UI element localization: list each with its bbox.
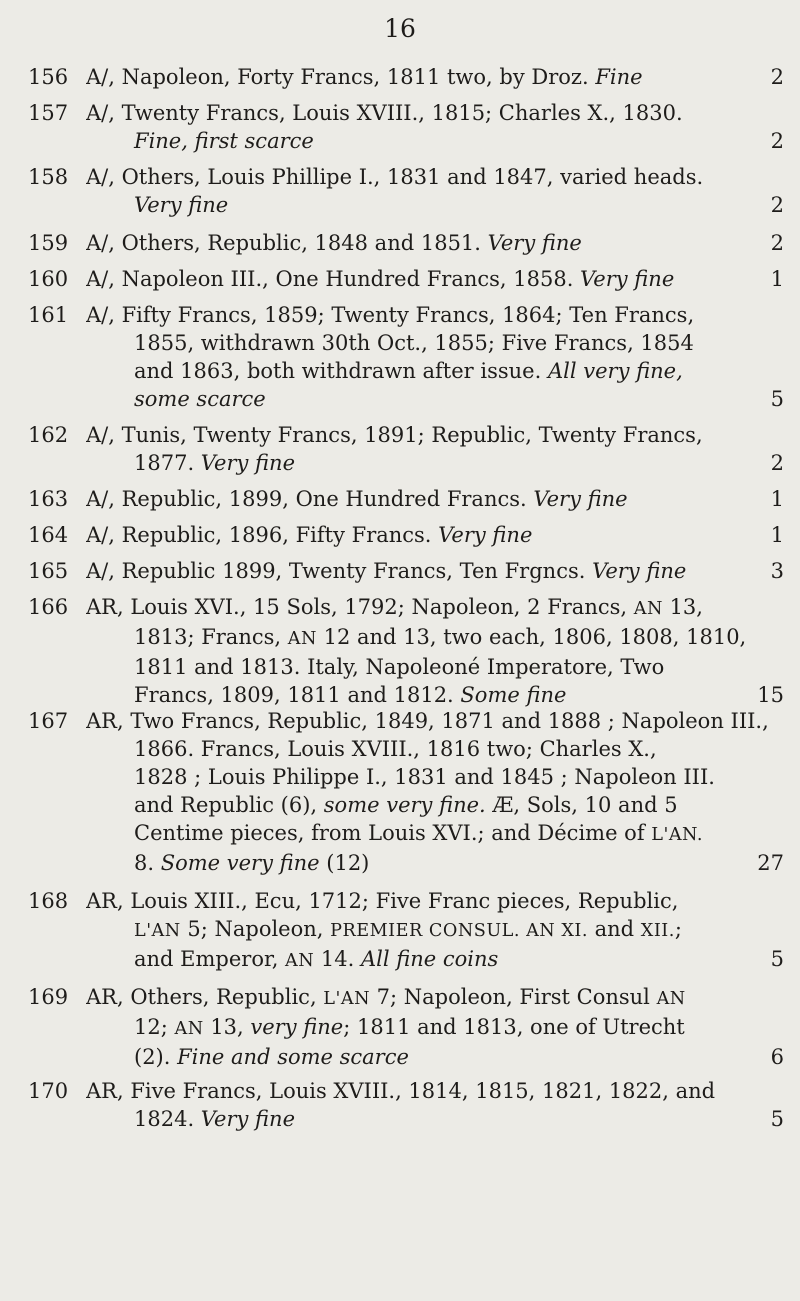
text-segment: and 1863, both withdrawn after issue. [134,359,548,383]
text-segment: Francs, 1809, 1811 and 1812. [134,683,461,707]
text-segment: Centime pieces, from Louis XVI.; and Décime of [134,821,652,845]
lot-description [86,887,786,975]
text-segment: ; 1811 and 1813, one of Utrecht [343,1015,685,1039]
text-segment: A/, Fifty Francs, 1859; Twenty Francs, 1864; Ten Francs, [86,303,695,327]
page-number: 16 [384,14,416,43]
lot-description [86,983,786,1071]
condition-note: Very fine [438,523,533,547]
lot-number: 156 [28,65,69,89]
lot-number: 159 [28,231,69,255]
description-line [86,623,786,653]
text-segment: 12 and 13, two each, 1806, 1808, 1810, [316,625,747,649]
lot-quantity: 2 [770,231,784,255]
description-line [86,265,786,293]
lot-description [86,707,786,877]
lot-quantity: 2 [770,65,784,89]
text-segment: A/, Republic, 1899, One Hundred Francs. [86,487,534,511]
description-line [86,681,786,709]
lot-description [86,265,786,293]
text-segment: L'AN. [651,825,703,845]
description-line [86,653,786,681]
text-segment: AR, Louis XIII., Ecu, 1712; Five Franc pieces, Republic, [86,889,679,913]
text-segment: AR, Others, Republic, [86,985,324,1009]
lot-quantity: 1 [770,523,784,547]
condition-note: All fine coins [360,947,499,971]
text-segment: A/, Others, Republic, 1848 and 1851. [86,231,488,255]
lot-number: 157 [28,101,69,125]
lot-quantity: 15 [757,683,784,707]
description-line [86,521,786,549]
text-segment: 8. [134,851,161,875]
text-segment: 1828 ; Louis Philippe I., 1831 and 1845 ; Napoleon III. [134,765,715,789]
condition-note: Very fine [580,267,675,291]
text-segment: 1855, withdrawn 30th Oct., 1855; Five Francs, 1854 [134,331,694,355]
condition-note: some very fine. [323,793,486,817]
description-line [86,191,786,219]
description-line [86,329,786,357]
text-segment: L'AN [134,921,181,941]
text-segment: 13, [662,595,703,619]
text-segment: AN [656,989,686,1009]
description-line [86,735,786,763]
condition-note: All very fine, [547,359,683,383]
text-segment: A/, Republic, 1896, Fifty Francs. [86,523,439,547]
lot-number: 163 [28,487,69,511]
description-line [86,819,786,849]
description-line [86,763,786,791]
lot-number: 161 [28,303,69,327]
text-segment: 1877. [134,451,201,475]
description-line [86,1105,786,1133]
description-line [86,1077,786,1105]
lot-quantity: 3 [770,559,784,583]
text-segment: Æ, Sols, 10 and 5 [485,793,678,817]
description-line [86,99,786,127]
text-segment: 1824. [134,1107,201,1131]
description-line [86,301,786,329]
text-segment: 5; Napoleon, [180,917,331,941]
lot-description [86,485,786,513]
condition-note: Very fine [487,231,582,255]
lot-quantity: 5 [770,947,784,971]
lot-number: 166 [28,595,69,619]
text-segment: AR, Louis XVI., 15 Sols, 1792; Napoleon, 2 Francs, [86,595,634,619]
condition-note: very fine [250,1015,344,1039]
lot-quantity: 5 [770,387,784,411]
description-line [86,163,786,191]
lot-description [86,163,786,219]
lot-number: 165 [28,559,69,583]
description-line [86,557,786,585]
text-segment: 1811 and 1813. Italy, Napoleoné Imperatore, Two [134,655,665,679]
lot-description [86,521,786,549]
lot-description [86,99,786,155]
text-segment: 1866. Francs, Louis XVIII., 1816 two; Charles X., [134,737,657,761]
lot-description [86,557,786,585]
text-segment: AN [287,629,317,649]
lot-quantity: 6 [770,1045,784,1069]
lot-quantity: 1 [770,267,784,291]
description-line [86,485,786,513]
lot-number: 167 [28,709,69,733]
text-segment: (2). [134,1045,178,1069]
condition-note: Some very fine [160,851,320,875]
description-line [86,849,786,877]
text-segment: XII. [640,921,675,941]
condition-note: some scarce [134,387,266,411]
lot-description [86,593,786,709]
lot-description [86,301,786,413]
description-line [86,887,786,915]
condition-note: Very fine [134,193,229,217]
text-segment: A/, Tunis, Twenty Francs, 1891; Republic, Twenty Francs, [86,423,703,447]
condition-note: Very fine [200,1107,295,1131]
description-line [86,1043,786,1071]
condition-note: Fine [595,65,643,89]
lot-quantity: 27 [757,851,784,875]
lot-number: 168 [28,889,69,913]
lot-description [86,1077,786,1133]
condition-note: Very fine [592,559,687,583]
description-line [86,449,786,477]
lot-number: 164 [28,523,69,547]
lot-number: 160 [28,267,69,291]
text-segment: 14. [314,947,361,971]
text-segment: A/, Napoleon III., One Hundred Francs, 1858. [86,267,581,291]
text-segment: 1813; Francs, [134,625,288,649]
description-line [86,1013,786,1043]
lot-quantity: 2 [770,129,784,153]
description-line [86,63,786,91]
lot-quantity: 5 [770,1107,784,1131]
lot-description [86,63,786,91]
text-segment: AR, Five Francs, Louis XVIII., 1814, 1815, 1821, 1822, and [86,1079,716,1103]
lot-description [86,229,786,257]
text-segment: A/, Republic 1899, Twenty Francs, Ten Frgncs. [86,559,593,583]
lot-number: 162 [28,423,69,447]
lot-number: 169 [28,985,69,1009]
condition-note: Fine and some scarce [177,1045,409,1069]
description-line [86,945,786,975]
text-segment: and Emperor, [134,947,286,971]
text-segment: AN [174,1019,204,1039]
description-line [86,421,786,449]
description-line [86,707,786,735]
lot-number: 158 [28,165,69,189]
text-segment: A/, Twenty Francs, Louis XVIII., 1815; Charles X., 1830. [86,101,683,125]
description-line [86,127,786,155]
condition-note: Fine, first scarce [134,129,314,153]
lot-quantity: 2 [770,193,784,217]
text-segment: PREMIER CONSUL. AN XI. [330,921,588,941]
text-segment: (12) [319,851,370,875]
description-line [86,915,786,945]
text-segment: AN [633,599,663,619]
condition-note: Some fine [460,683,567,707]
lot-description [86,421,786,477]
lot-quantity: 2 [770,451,784,475]
description-line [86,229,786,257]
text-segment: L'AN [323,989,370,1009]
description-line [86,357,786,385]
text-segment: 13, [203,1015,251,1039]
text-segment: 12; [134,1015,175,1039]
description-line [86,385,786,413]
condition-note: Very fine [533,487,628,511]
text-segment: AN [285,951,315,971]
lot-quantity: 1 [770,487,784,511]
text-segment: 7; Napoleon, First Consul [370,985,657,1009]
text-segment: AR, Two Francs, Republic, 1849, 1871 and 1888 ; Napoleon III., [86,709,769,733]
text-segment: and [587,917,641,941]
description-line [86,593,786,623]
condition-note: Very fine [200,451,295,475]
text-segment: and Republic (6), [134,793,324,817]
text-segment: A/, Napoleon, Forty Francs, 1811 two, by Droz. [86,65,596,89]
description-line [86,791,786,819]
description-line [86,983,786,1013]
text-segment: ; [674,917,682,941]
lot-number: 170 [28,1079,69,1103]
text-segment: A/, Others, Louis Phillipe I., 1831 and 1847, varied heads. [86,165,704,189]
